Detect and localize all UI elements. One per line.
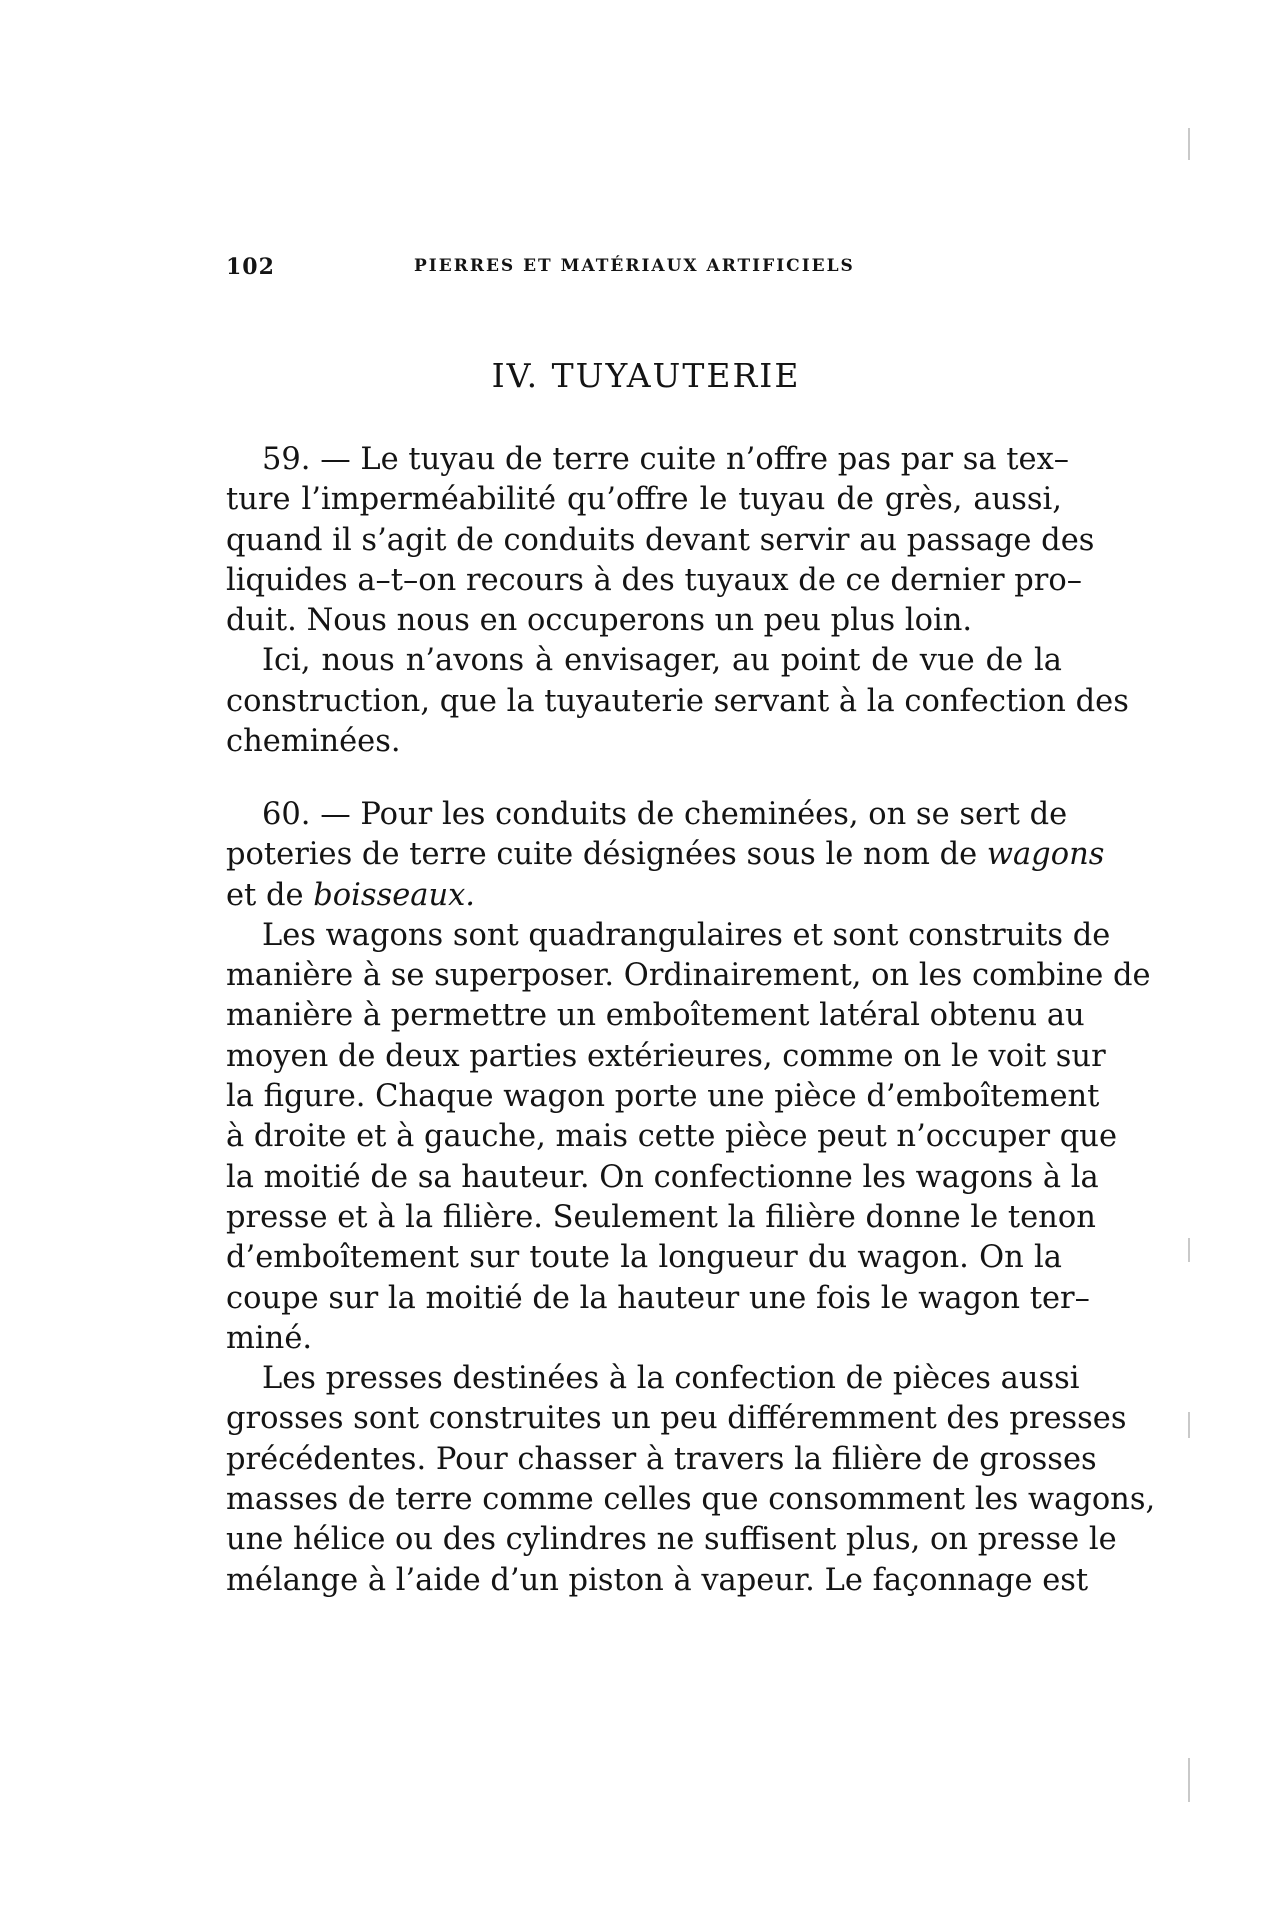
text-segment: poteries de terre cuite désignées sous le nom de wagons: [226, 837, 1105, 873]
text-line: la moitié de sa hauteur. On confectionne les wagons à la: [226, 1159, 1099, 1195]
text-line: à droite et à gauche, mais cette pièce peut n’occuper que: [226, 1119, 1117, 1155]
text-line: et de boisseaux.: [226, 877, 475, 913]
text-line: Les presses destinées à la confection de pièces aussi: [262, 1361, 1080, 1397]
text-line: précédentes. Pour chasser à travers la filière de grosses: [226, 1441, 1097, 1477]
text-line: 59. — Le tuyau de terre cuite n’offre pas par sa tex–: [262, 442, 1070, 477]
text-line: duit. Nous nous en occuperons un peu plus loin.: [226, 603, 973, 639]
running-title: PIERRES ET MATÉRIAUX ARTIFICIELS: [414, 256, 855, 276]
paragraph-60: [226, 795, 1105, 916]
text-block-tuyauterie: [226, 440, 1129, 762]
text-line: presse et à la filière. Seulement la filière donne le tenon: [226, 1199, 1096, 1235]
paragraph-wagons: [226, 916, 1151, 1359]
section-title: IV. TUYAUTERIE: [491, 356, 801, 395]
margin-rule: [1188, 1758, 1190, 1802]
page-number: 102: [226, 254, 275, 280]
text-line: miné.: [226, 1320, 313, 1356]
text-line: cheminées.: [226, 724, 401, 760]
text-line: grosses sont construites un peu différemment des presses: [226, 1401, 1127, 1437]
text-line: liquides a–t–on recours à des tuyaux de ce dernier pro–: [226, 562, 1082, 598]
text-line: coupe sur la moitié de la hauteur une fois le wagon ter–: [226, 1280, 1090, 1316]
text-line: masses de terre comme celles que consomment les wagons,: [226, 1482, 1156, 1518]
text-line: mélange à l’aide d’un piston à vapeur. Le façonnage est: [226, 1562, 1089, 1598]
running-head: [226, 254, 1066, 284]
text-line: quand il s’agit de conduits devant servir au passage des: [226, 522, 1095, 558]
text-block-wagons: [226, 795, 1156, 1601]
paragraph-59: [226, 440, 1095, 641]
text-line: moyen de deux parties extérieures, comme on le voit sur: [226, 1038, 1106, 1074]
text-line: Les wagons sont quadrangulaires et sont construits de: [262, 917, 1111, 953]
italic-term: boisseaux.: [313, 877, 475, 913]
paragraph-presses: [226, 1359, 1156, 1601]
text-line: construction, que la tuyauterie servant à la confection des: [226, 683, 1129, 719]
margin-rule: [1188, 1238, 1190, 1262]
text-line: ture l’imperméabilité qu’offre le tuyau de grès, aussi,: [226, 482, 1062, 518]
text-line: manière à se superposer. Ordinairement, on les combine de: [226, 958, 1151, 994]
text-line: 60. — Pour les conduits de cheminées, on se sert de: [262, 797, 1068, 832]
text-line: manière à permettre un emboîtement latéral obtenu au: [226, 998, 1085, 1034]
text-line: la figure. Chaque wagon porte une pièce d’emboîtement: [226, 1079, 1100, 1115]
margin-rule: [1188, 128, 1190, 160]
paragraph-ici: [226, 641, 1129, 762]
text-line: [226, 835, 1105, 875]
text-line: Ici, nous n’avons à envisager, au point de vue de la: [262, 643, 1062, 679]
italic-term: wagons: [986, 837, 1105, 873]
text-line: d’emboîtement sur toute la longueur du wagon. On la: [226, 1240, 1062, 1276]
text-line: une hélice ou des cylindres ne suffisent plus, on presse le: [226, 1522, 1117, 1558]
margin-rule: [1188, 1412, 1190, 1438]
